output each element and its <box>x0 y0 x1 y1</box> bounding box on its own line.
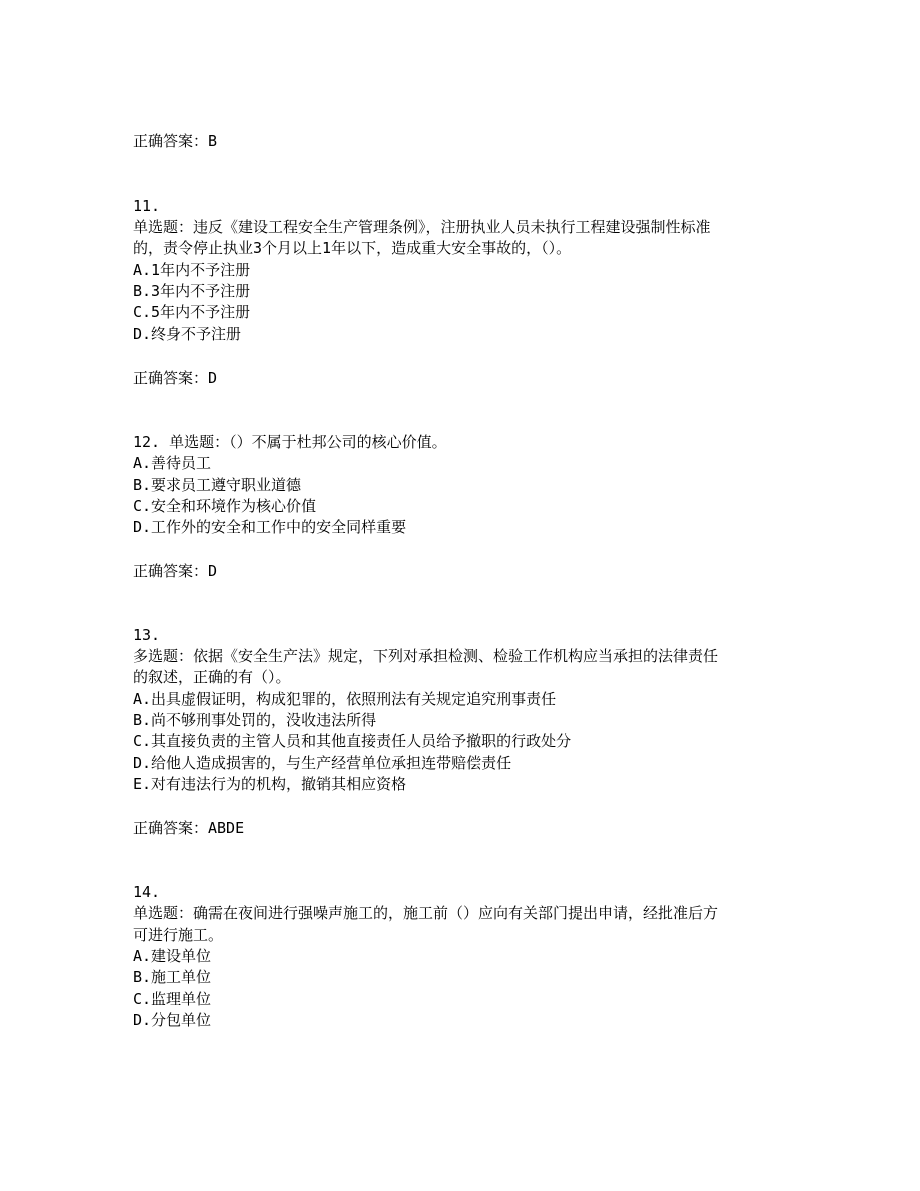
answer-line: 正确答案：ABDE <box>133 819 245 837</box>
option-d: D.终身不予注册 <box>133 325 242 343</box>
question-stem: 单选题：确需在夜间进行强噪声施工的，施工前（）应向有关部门提出申请，经批准后方 <box>133 904 719 922</box>
question-stem-text: 单选题：（）不属于杜邦公司的核心价值。 <box>169 433 447 451</box>
option-b: B.3年内不予注册 <box>133 282 251 300</box>
option-c: C.监理单位 <box>133 990 212 1008</box>
question-stem <box>133 432 447 452</box>
question-number: 13. <box>133 626 161 644</box>
option-d: D.工作外的安全和工作中的安全同样重要 <box>133 518 407 536</box>
question-number: 12. <box>133 433 161 451</box>
option-c: C.5年内不予注册 <box>133 303 251 321</box>
option-a: A.建设单位 <box>133 947 212 965</box>
question-number: 11. <box>133 197 161 215</box>
option-c: C.安全和环境作为核心价值 <box>133 497 317 515</box>
question-number: 14. <box>133 883 161 901</box>
question-stem: 的，责令停止执业3个月以上1年以下，造成重大安全事故的，（）。 <box>133 239 572 257</box>
answer-line: 正确答案：D <box>133 369 218 387</box>
option-b: B.要求员工遵守职业道德 <box>133 476 302 494</box>
question-stem: 的叙述，正确的有（）。 <box>133 668 291 686</box>
option-b: B.尚不够刑事处罚的，没收违法所得 <box>133 711 377 729</box>
option-a: A.1年内不予注册 <box>133 261 251 279</box>
option-d: D.分包单位 <box>133 1011 212 1029</box>
question-stem: 单选题：违反《建设工程安全生产管理条例》，注册执业人员未执行工程建设强制性标准 <box>133 218 711 236</box>
option-a: A.出具虚假证明，构成犯罪的，依照刑法有关规定追究刑事责任 <box>133 690 557 708</box>
option-d: D.给他人造成损害的，与生产经营单位承担连带赔偿责任 <box>133 754 512 772</box>
option-a: A.善待员工 <box>133 454 212 472</box>
answer-line: 正确答案：B <box>133 132 218 150</box>
option-b: B.施工单位 <box>133 968 212 986</box>
question-stem: 多选题：依据《安全生产法》规定，下列对承担检测、检验工作机构应当承担的法律责任 <box>133 647 719 665</box>
answer-line: 正确答案：D <box>133 562 218 580</box>
question-stem: 可进行施工。 <box>133 926 224 944</box>
option-e: E.对有违法行为的机构，撤销其相应资格 <box>133 775 407 793</box>
option-c: C.其直接负责的主管人员和其他直接责任人员给予撤职的行政处分 <box>133 732 572 750</box>
